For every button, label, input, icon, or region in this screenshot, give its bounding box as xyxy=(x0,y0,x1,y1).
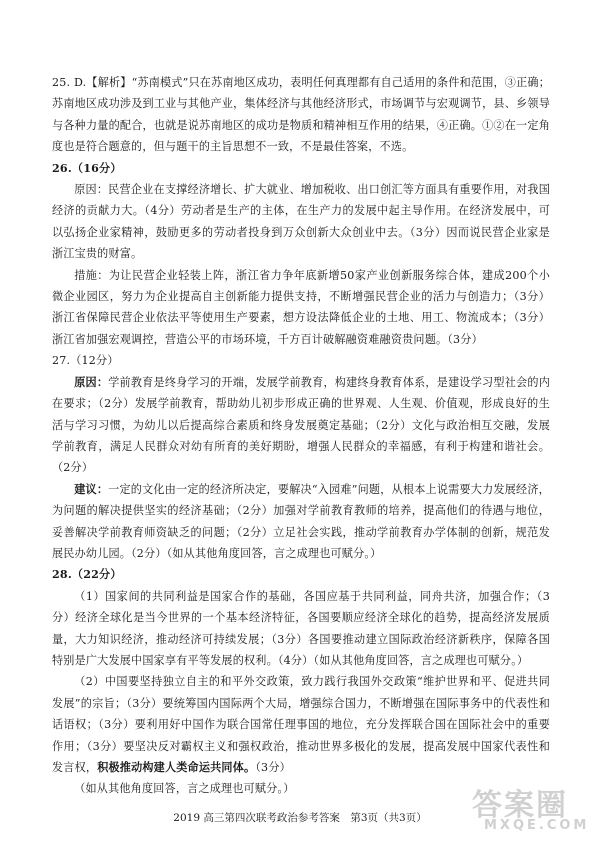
q28-title: 28.（22分） xyxy=(52,568,122,582)
answer-content xyxy=(52,72,550,800)
q28-part2-text: （2）中国要坚持独立自主的和平外交政策，致力践行我国外交政策“维护世界和平、促进共同发展”的宗旨；（3分）要统筹国内国际两个大局，增强综合国力，不断增强在国际事务中的代表性和话语权；（3分）要利用好中国作为联合国常任理事国的地位，充分发挥联合国在国际社会中的重要作用；（3分）要坚决反对霸权主义和强权政治，推动世界多极化的发展，提高发展中国家代表性和发言权， xyxy=(52,675,550,774)
q28-part1: （1）国家间的共同利益是国家合作的基础，各国应基于共同利益，同舟共济，加强合作；（3分）经济全球化是当今世界的一个基本经济特征，各国要顺应经济全球化的趋势，提高经济发展质量，大力知识经济，推动经济可持续发展；（3分）各国要推动建立国际政治经济新秩序，保障各国特别是广大发展中国家享有平等发展的权利。（4分）（如从其他角度回答，言之成理也可赋分。） xyxy=(52,589,550,667)
q25-answer: 25. D.【解析】“苏南模式”只在苏南地区成功，表明任何真理都有自己适用的条件和范围，③正确；苏南地区成功涉及到工业与其他产业，集体经济与其他经济形式，市场调节与宏观调节，县、乡领导与各种力量的配合，也就是说苏南地区的成功是物质和精神相互作用的结果，④正确。①②在一定角度也是符合题意的，但与题干的主旨思想不一致，不是最佳答案，不选。 xyxy=(52,76,550,154)
q26-reason: 原因：民营企业在支撑经济增长、扩大就业、增加税收、出口创汇等方面具有重要作用，对我国经济的贡献力大。（4分）劳动者是生产的主体，在生产力的发展中起主导作用。在经济发展中，可以弘扬企业家精神，鼓励更多的劳动者投身到万众创新大众创业中去。（3分）因而说民营企业家是浙江宝贵的财富。 xyxy=(52,183,550,261)
q28-note: （如从其他角度回答，言之成理也可赋分。） xyxy=(74,782,295,796)
watermark-top: 答案圈 xyxy=(472,788,568,823)
watermark-bottom: MXQE.COM xyxy=(484,818,590,833)
q27-reason-label: 原因： xyxy=(74,375,109,389)
watermark-logo xyxy=(466,780,590,840)
q28-part2-end: （3分） xyxy=(255,761,291,774)
q27-suggestion xyxy=(52,479,550,565)
q26-measures: 措施：为让民营企业轻装上阵，浙江省力争年底新增50家产业创新服务综合体，建成200个小微企业园区，努力为企业提高自主创新能力提供支持，不断增强民营企业的活力与创造力；（3分）浙江省保障民营企业依法平等使用生产要素，想方设法降低企业的土地、用工、物流成本；（3分）浙江省加强宏观调控，营造公平的市场环境，千方百计破解融资难融资贵问题。（3分） xyxy=(52,268,550,346)
q26-title: 26.（16分） xyxy=(52,161,122,175)
q27-suggestion-label: 建议： xyxy=(74,482,109,496)
q27-title: 27.（12分） xyxy=(52,354,119,368)
q28-part2 xyxy=(52,671,550,778)
q28-part2-bold: 积极推动构建人类命运共同体。 xyxy=(97,761,256,774)
page-footer: 2019 高三第四次联考政治参考答案 第3页（共3页） xyxy=(173,812,427,824)
q27-reason-text: 学前教育是终身学习的开端，发展学前教育，构建终身教育体系，是建设学习型社会的内在要求；（2分）发展学前教育，帮助幼儿初步形成正确的世界观、人生观、价值观，形成良好的生活与学习习惯，为幼儿以后提高综合素质和终身发展奠定基础；（2分）文化与政治相互交融，发展学前教育，满足人民群众对幼有所育的美好期盼，增强人民群众的幸福感，有利于构建和谐社会。（2分） xyxy=(52,375,550,475)
q27-suggestion-text: 一定的文化由一定的经济所决定，要解决“入园难”问题，从根本上说需要大力发展经济，为问题的解决提供坚实的经济基础；（2分）加强对学前教育教师的培养，提高他们的待遇与地位，妥善解决学前教育师资缺乏的问题；（2分）立足社会实践，推动学前教育办学体制的创新，规范发展民办幼儿园。（2分）（如从其他角度回答，言之成理也可赋分。） xyxy=(52,482,550,560)
q27-reason xyxy=(52,372,550,479)
